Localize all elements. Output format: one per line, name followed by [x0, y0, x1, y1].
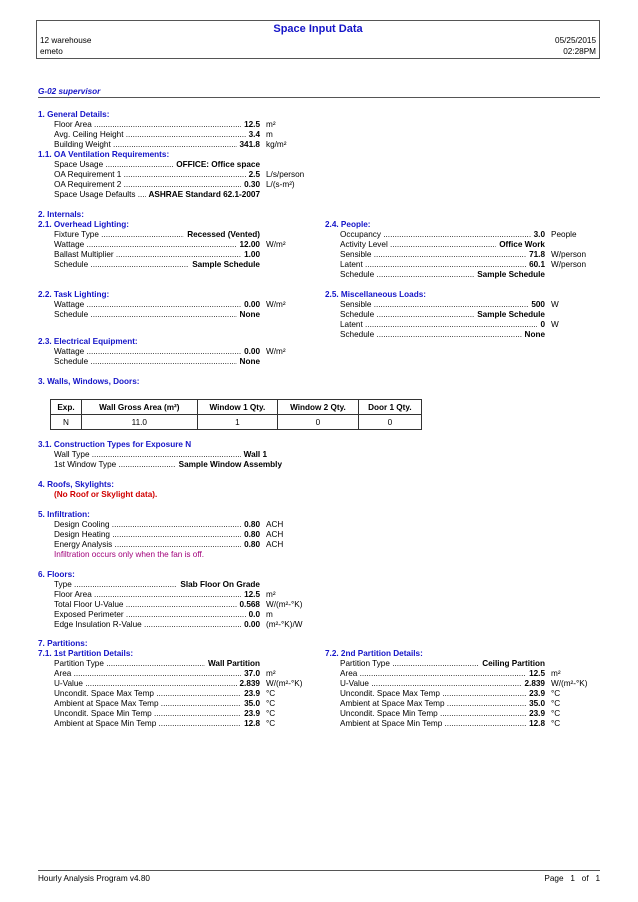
section-heading: 7. Partitions:: [38, 639, 88, 648]
space-name: G-02 supervisor: [38, 87, 101, 96]
usage-defaults-row: Space Usage Defaults ..... ASHRAE Standard 62.1-2007: [54, 190, 260, 200]
partition-area-row: Area ..... 37.0 m²: [54, 669, 260, 679]
max-temp-row: Uncondit. Space Max Temp ..... 23.9 °C: [54, 689, 260, 699]
misc-schedule-row: Schedule ..... Sample Schedule: [340, 310, 545, 320]
fixture-type-row: Fixture Type ..... Recessed (Vented): [54, 230, 260, 240]
table-row: [51, 415, 422, 430]
wall-type-row: Wall Type ..... Wall 1: [54, 450, 267, 460]
table-cell: 1: [197, 415, 278, 430]
design-heating-row: Design Heating ..... 0.80 ACH: [54, 530, 260, 540]
task-schedule-row: Schedule ..... None: [54, 310, 260, 320]
people-sensible-row: Sensible ..... 71.8 W/person: [340, 250, 545, 260]
window-type-row: 1st Window Type ..... Sample Window Assembly: [54, 460, 282, 470]
min-temp-row: Uncondit. Space Min Temp ..... 23.9 °C: [54, 709, 260, 719]
infiltration-note: Infiltration occurs only when the fan is off.: [54, 550, 205, 559]
floor-area-row: Floor Area ..... 12.5 m²: [54, 590, 260, 600]
col-header: Exp.: [51, 400, 82, 415]
report-time: 02:28PM: [563, 47, 596, 56]
electrical-schedule-row: Schedule ..... None: [54, 357, 260, 367]
report-title: Space Input Data: [273, 23, 363, 35]
prepared-by: emeto: [40, 47, 63, 56]
misc-schedule-row: Schedule ..... None: [340, 330, 545, 340]
section-heading: 5. Infiltration:: [38, 510, 90, 519]
max-temp-row: Uncondit. Space Max Temp ..... 23.9 °C: [340, 689, 545, 699]
partition-type-row: Partition Type ..... Ceiling Partition: [340, 659, 545, 669]
section-heading: 4. Roofs, Skylights:: [38, 480, 114, 489]
misc-sensible-row: Sensible ..... 500 W: [340, 300, 545, 310]
floor-type-row: Type ..... Slab Floor On Grade: [54, 580, 260, 590]
min-temp-row: Uncondit. Space Min Temp ..... 23.9 °C: [340, 709, 545, 719]
partition-type-row: Partition Type ..... Wall Partition: [54, 659, 260, 669]
partition-u-value-row: U-Value ..... 2.839 W/(m²-°K): [340, 679, 545, 689]
section-heading: 3. Walls, Windows, Doors:: [38, 377, 140, 386]
activity-row: Activity Level ..... Office Work: [340, 240, 545, 250]
table-cell: 11.0: [82, 415, 198, 430]
perimeter-row: Exposed Perimeter ..... 0.0 m: [54, 610, 260, 620]
page-indicator: Page 1 of 1: [544, 874, 600, 883]
subsection-heading: 2.1. Overhead Lighting:: [38, 220, 129, 229]
oa-req1-row: OA Requirement 1 ..... 2.5 L/s/person: [54, 170, 260, 180]
task-wattage-row: Wattage ..... 0.00 W/m²: [54, 300, 260, 310]
divider: [38, 870, 600, 871]
subsection-heading: 2.3. Electrical Equipment:: [38, 337, 138, 346]
subsection-heading: 2.5. Miscellaneous Loads:: [325, 290, 427, 299]
section-heading: 6. Floors:: [38, 570, 75, 579]
building-weight-row: Building Weight ..... 341.8 kg/m²: [54, 140, 260, 150]
subsection-heading: 2.2. Task Lighting:: [38, 290, 110, 299]
col-header: Wall Gross Area (m²): [82, 400, 198, 415]
table-cell: 0: [278, 415, 359, 430]
people-schedule-row: Schedule ..... Sample Schedule: [340, 270, 545, 280]
table-header-row: [51, 400, 422, 415]
table-cell: 0: [358, 415, 421, 430]
subsection-heading: 7.1. 1st Partition Details:: [38, 649, 134, 658]
subsection-heading: 1.1. OA Ventilation Requirements:: [38, 150, 170, 159]
energy-analysis-row: Energy Analysis ..... 0.80 ACH: [54, 540, 260, 550]
ambient-max-row: Ambient at Space Max Temp ..... 35.0 °C: [54, 699, 260, 709]
col-header: Door 1 Qty.: [358, 400, 421, 415]
section-heading: 1. General Details:: [38, 110, 110, 119]
subsection-heading: 7.2. 2nd Partition Details:: [325, 649, 423, 658]
oa-req2-row: OA Requirement 2 ..... 0.30 L/(s-m²): [54, 180, 260, 190]
floor-u-value-row: Total Floor U-Value ..... 0.568 W/(m²-°K): [54, 600, 260, 610]
project-name: 12 warehouse: [40, 36, 92, 45]
occupancy-row: Occupancy ..... 3.0 People: [340, 230, 545, 240]
overhead-schedule-row: Schedule ..... Sample Schedule: [54, 260, 260, 270]
electrical-wattage-row: Wattage ..... 0.00 W/m²: [54, 347, 260, 357]
ambient-max-row: Ambient at Space Max Temp ..... 35.0 °C: [340, 699, 545, 709]
space-usage-row: Space Usage ..... OFFICE: Office space: [54, 160, 260, 170]
ceiling-height-row: Avg. Ceiling Height ..... 3.4 m: [54, 130, 260, 140]
floor-area-row: Floor Area ..... 12.5 m²: [54, 120, 260, 130]
col-header: Window 2 Qty.: [278, 400, 359, 415]
ambient-min-row: Ambient at Space Min Temp ..... 12.8 °C: [340, 719, 545, 729]
report-date: 05/25/2015: [555, 36, 596, 45]
partition-area-row: Area ..... 12.5 m²: [340, 669, 545, 679]
program-name: Hourly Analysis Program v4.80: [38, 874, 150, 883]
design-cooling-row: Design Cooling ..... 0.80 ACH: [54, 520, 260, 530]
ambient-min-row: Ambient at Space Min Temp ..... 12.8 °C: [54, 719, 260, 729]
misc-latent-row: Latent ..... 0 W: [340, 320, 545, 330]
subsection-heading: 2.4. People:: [325, 220, 371, 229]
walls-table: [50, 399, 422, 430]
edge-r-row: Edge Insulation R-Value ..... 0.00 (m²-°K)/W: [54, 620, 260, 630]
no-roof-note: (No Roof or Skylight data).: [54, 490, 158, 499]
people-latent-row: Latent ..... 60.1 W/person: [340, 260, 545, 270]
section-heading: 2. Internals:: [38, 210, 84, 219]
ballast-row: Ballast Multiplier ..... 1.00: [54, 250, 260, 260]
divider: [38, 97, 600, 98]
col-header: Window 1 Qty.: [197, 400, 278, 415]
partition-u-value-row: U-Value ..... 2.839 W/(m²-°K): [54, 679, 260, 689]
report-header: [36, 20, 600, 59]
table-cell: N: [51, 415, 82, 430]
overhead-wattage-row: Wattage ..... 12.00 W/m²: [54, 240, 260, 250]
subsection-heading: 3.1. Construction Types for Exposure N: [38, 440, 192, 449]
